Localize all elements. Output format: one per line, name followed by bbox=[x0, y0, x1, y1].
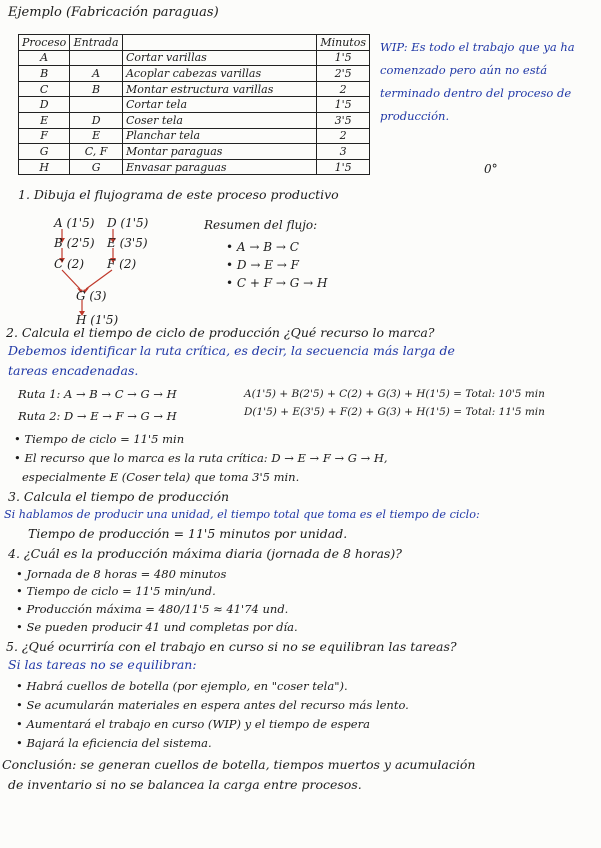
node-c: C (2) bbox=[54, 257, 84, 271]
q2-answer: Debemos identificar la ruta crítica, es decir, la secuencia más larga de bbox=[8, 343, 455, 358]
table-header-cell: Minutos bbox=[317, 35, 370, 51]
q3-result: Tiempo de producción = 11'5 minutos por unidad. bbox=[28, 526, 348, 541]
table-cell: Acoplar cabezas varillas bbox=[122, 66, 316, 82]
table-cell: A bbox=[19, 50, 70, 66]
flow-summary-item: • A → B → C bbox=[226, 240, 299, 254]
table-cell: 2 bbox=[317, 128, 370, 144]
q4-bullet-cycle: • Tiempo de ciclo = 11'5 min/und. bbox=[16, 584, 216, 598]
table-cell: 2 bbox=[317, 81, 370, 97]
route-2-calc: D(1'5) + E(3'5) + F(2) + G(3) + H(1'5) = Total: 11'5 min bbox=[244, 406, 545, 418]
table-cell: E bbox=[19, 112, 70, 128]
q5-bullet-efficiency: • Bajará la eficiencia del sistema. bbox=[16, 736, 212, 750]
q4-bullet-max: • Producción máxima = 480/11'5 ≈ 41'74 und. bbox=[16, 602, 289, 616]
flow-summary-title: Resumen del flujo: bbox=[204, 218, 318, 232]
q5-conclusion: Conclusión: se generan cuellos de botella, tiempos muertos y acumulación bbox=[2, 757, 476, 772]
node-f: F (2) bbox=[107, 257, 137, 271]
page-title: Ejemplo (Fabricación paraguas) bbox=[8, 5, 219, 20]
table-cell: Cortar varillas bbox=[122, 50, 316, 66]
table-cell: D bbox=[70, 112, 123, 128]
flow-summary-item: • D → E → F bbox=[226, 258, 299, 272]
table-cell: Montar estructura varillas bbox=[122, 81, 316, 97]
wip-note: WIP: Es todo el trabajo que ya ha comenzado pero aún no está terminado dentro del proceso de producción. bbox=[380, 40, 575, 123]
q2-bullet-cycle: • Tiempo de ciclo = 11'5 min bbox=[14, 432, 185, 446]
table-cell: 1'5 bbox=[317, 50, 370, 66]
table-cell: D bbox=[19, 97, 70, 113]
degree-mark: 0° bbox=[484, 162, 498, 176]
table-header-cell: Proceso bbox=[19, 35, 70, 51]
table-cell: C bbox=[19, 81, 70, 97]
node-d: D (1'5) bbox=[107, 216, 149, 230]
table-cell: F bbox=[19, 128, 70, 144]
table-cell: Coser tela bbox=[122, 112, 316, 128]
table-cell: B bbox=[19, 66, 70, 82]
route-2-label: Ruta 2: D → E → F → G → H bbox=[18, 409, 177, 423]
q4-bullet-shift: • Jornada de 8 horas = 480 minutos bbox=[16, 567, 227, 581]
q5-bullet-materials: • Se acumularán materiales en espera antes del recurso más lento. bbox=[16, 698, 409, 712]
q5-bullet-bottleneck: • Habrá cuellos de botella (por ejemplo, en "coser tela"). bbox=[16, 679, 348, 693]
table-header-cell: Entrada bbox=[70, 35, 123, 51]
table-cell: H bbox=[19, 159, 70, 175]
q2-bullet-resource-cont: especialmente E (Coser tela) que toma 3'5 min. bbox=[22, 470, 300, 484]
q5-answer: Si las tareas no se equilibran: bbox=[8, 657, 197, 672]
route-1-label: Ruta 1: A → B → C → G → H bbox=[18, 387, 177, 401]
table-cell: B bbox=[70, 81, 123, 97]
node-a: A (1'5) bbox=[54, 216, 95, 230]
q2-title: 2. Calcula el tiempo de ciclo de producción ¿Qué recurso lo marca? bbox=[6, 325, 435, 340]
table-cell: E bbox=[70, 128, 123, 144]
table-cell: Envasar paraguas bbox=[122, 159, 316, 175]
table-cell: 2'5 bbox=[317, 66, 370, 82]
q5-bullet-wip: • Aumentará el trabajo en curso (WIP) y el tiempo de espera bbox=[16, 717, 370, 731]
q3-title: 3. Calcula el tiempo de producción bbox=[8, 489, 230, 504]
q2-bullet-resource: • El recurso que lo marca es la ruta crítica: D → E → F → G → H, bbox=[14, 451, 388, 465]
q4-title: 4. ¿Cuál es la producción máxima diaria (jornada de 8 horas)? bbox=[8, 546, 402, 561]
node-b: B (2'5) bbox=[54, 236, 95, 250]
route-1-calc: A(1'5) + B(2'5) + C(2) + G(3) + H(1'5) = Total: 10'5 min bbox=[244, 388, 545, 400]
table-cell: Montar paraguas bbox=[122, 144, 316, 160]
table-cell: G bbox=[70, 159, 123, 175]
table-cell: 3 bbox=[317, 144, 370, 160]
q4-bullet-result: • Se pueden producir 41 und completas por día. bbox=[16, 620, 298, 634]
q1-title: 1. Dibuja el flujograma de este proceso productivo bbox=[18, 187, 339, 202]
node-h: H (1'5) bbox=[76, 313, 119, 327]
table-cell: Planchar tela bbox=[122, 128, 316, 144]
table-cell: C, F bbox=[70, 144, 123, 160]
q2-answer-cont: tareas encadenadas. bbox=[8, 363, 139, 378]
table-cell: 3'5 bbox=[317, 112, 370, 128]
q3-answer: Si hablamos de producir una unidad, el tiempo total que toma es el tiempo de ciclo: bbox=[4, 508, 480, 521]
q5-conclusion-cont: de inventario si no se balancea la carga entre procesos. bbox=[8, 777, 362, 792]
node-g: G (3) bbox=[76, 289, 107, 303]
flow-summary-item: • C + F → G → H bbox=[226, 276, 328, 290]
table-cell: Cortar tela bbox=[122, 97, 316, 113]
q5-title: 5. ¿Qué ocurriría con el trabajo en curso si no se equilibran las tareas? bbox=[6, 639, 457, 654]
table-cell: 1'5 bbox=[317, 159, 370, 175]
table-cell: A bbox=[70, 66, 123, 82]
table-cell: G bbox=[19, 144, 70, 160]
node-e: E (3'5) bbox=[107, 236, 148, 250]
table-cell: 1'5 bbox=[317, 97, 370, 113]
